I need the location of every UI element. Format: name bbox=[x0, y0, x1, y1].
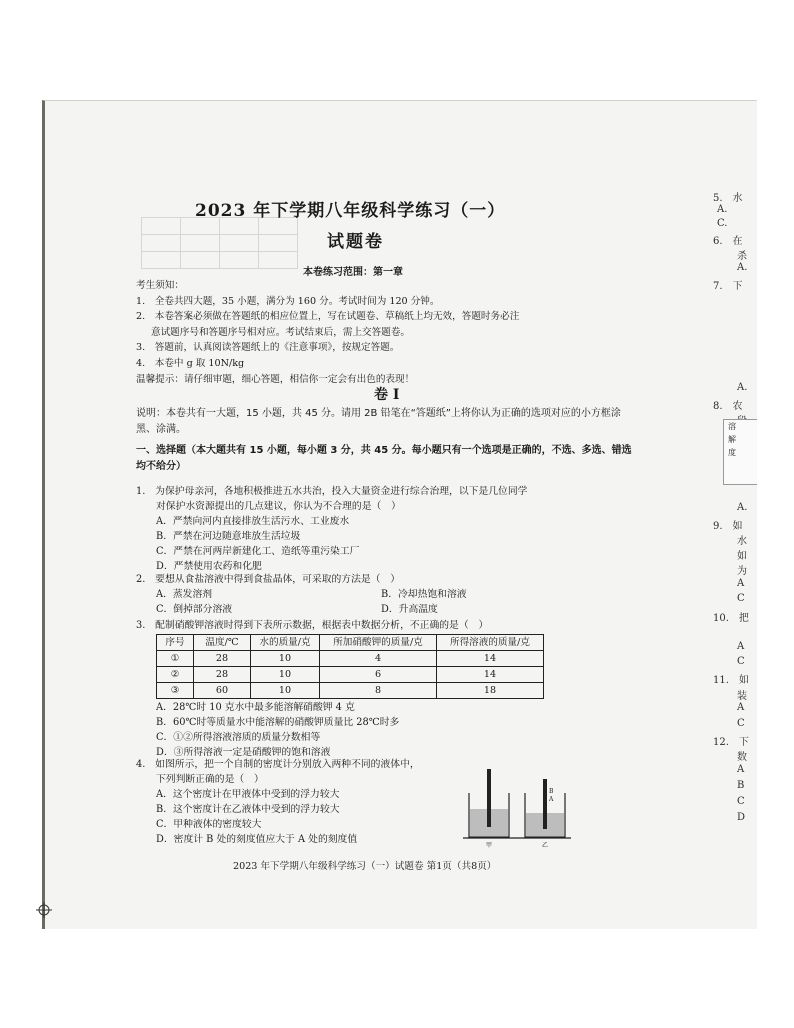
table-cell: 28 bbox=[194, 651, 251, 667]
question-1 bbox=[136, 484, 606, 574]
option-d: D．升高温度 bbox=[381, 604, 438, 615]
right-page-fragment: 7. 下 bbox=[713, 281, 743, 292]
right-page-fragment: 装 bbox=[737, 691, 747, 702]
option-d: D．③所得溶液一定是硝酸钾的饱和溶液 bbox=[156, 747, 331, 758]
option-a: A．严禁向河内直接排放生活污水、工业废水 bbox=[156, 516, 350, 527]
notice-item: 意试题序号和答题序号相对应。考试结束后，需上交答题卷。 bbox=[151, 326, 411, 338]
option-a: A．这个密度计在甲液体中受到的浮力较大 bbox=[156, 789, 340, 800]
table-cell: 6 bbox=[320, 667, 437, 683]
exam-scope: 本卷练习范围：第一章 bbox=[303, 267, 403, 278]
beaker-yi bbox=[525, 779, 565, 837]
volume-description: 说明：本卷共有一大题，15 小题，共 45 分。请用 2B 铅笔在“答题纸”上将你认为正确的选项对应的小方框涂黑、涂满。 bbox=[136, 408, 621, 435]
table-cell: 8 bbox=[320, 683, 437, 699]
option-c: C．严禁在河两岸新建化工、造纸等重污染工厂 bbox=[156, 546, 360, 557]
option-d: D．密度计 B 处的刻度值应大于 A 处的刻度值 bbox=[156, 834, 358, 845]
table-row bbox=[157, 667, 544, 683]
table-cell: ② bbox=[157, 667, 194, 683]
right-page-fragment: A. bbox=[717, 204, 728, 215]
right-page-fragment: 9. 如 bbox=[713, 521, 743, 532]
table-cell: ① bbox=[157, 651, 194, 667]
right-page-fragment: 6. 在 bbox=[713, 236, 743, 247]
option-c: C．①②所得溶液溶质的质量分数相等 bbox=[156, 732, 321, 743]
page-footer: 2023 年下学期八年级科学练习（一）试题卷 第1页（共8页） bbox=[233, 861, 497, 872]
label-yi: 乙 bbox=[541, 842, 549, 849]
graph-label: 度 bbox=[728, 448, 736, 457]
right-page-fragment: 为 bbox=[737, 566, 747, 577]
table-header: 所得溶液的质量/克 bbox=[437, 635, 544, 651]
right-page-fragment: A. bbox=[737, 262, 748, 273]
table-cell: 4 bbox=[320, 651, 437, 667]
right-page-fragment: D bbox=[737, 812, 746, 823]
exam-sheet bbox=[42, 100, 757, 929]
table-cell: 60 bbox=[194, 683, 251, 699]
right-page-fragment: C bbox=[737, 656, 745, 667]
volume-heading: 卷 Ⅰ bbox=[374, 387, 400, 403]
table-cell: 10 bbox=[251, 667, 320, 683]
right-page-fragment: 8. 农 bbox=[713, 401, 743, 412]
question-stem: 下列判断正确的是（ ） bbox=[156, 774, 264, 785]
table-row bbox=[157, 683, 544, 699]
question-2 bbox=[136, 572, 606, 617]
option-b: B．冷却热饱和溶液 bbox=[381, 589, 467, 600]
right-page-fragment: A bbox=[737, 702, 745, 713]
right-page-fragment: C bbox=[737, 796, 745, 807]
table-cell: 28 bbox=[194, 667, 251, 683]
option-a: A．28℃时 10 克水中最多能溶解硝酸钾 4 克 bbox=[156, 702, 355, 713]
data-table bbox=[156, 634, 544, 699]
notice-item: 1. 全卷共四大题，35 小题，满分为 160 分。考试时间为 120 分钟。 bbox=[136, 295, 440, 307]
right-page-fragment: A. bbox=[737, 382, 748, 393]
right-page-fragment: A bbox=[737, 641, 745, 652]
option-b: B．60℃时等质量水中能溶解的硝酸钾质量比 28℃时多 bbox=[156, 717, 400, 728]
notice-item: 3. 答题前，认真阅读答题纸上的《注意事项》，按规定答题。 bbox=[136, 342, 400, 354]
table-cell: 10 bbox=[251, 683, 320, 699]
option-d: D．严禁使用农药和化肥 bbox=[156, 561, 262, 572]
option-c: C．倒掉部分溶液 bbox=[156, 604, 233, 615]
question-stem: 2. 要想从食盐溶液中得到食盐晶体，可采取的方法是（ ） bbox=[136, 574, 401, 585]
graph-label: 解 bbox=[728, 435, 736, 444]
table-header: 水的质量/克 bbox=[251, 635, 320, 651]
right-page-fragment: 数 bbox=[737, 752, 747, 763]
label-b: B bbox=[549, 788, 554, 795]
bleed-through-table bbox=[141, 217, 298, 269]
table-header: 所加硝酸钾的质量/克 bbox=[320, 635, 437, 651]
question-stem: 1. 为保护母亲河，各地积极推进五水共治，投入大量资金进行综合治理，以下是几位同学 bbox=[136, 486, 528, 497]
table-cell: ③ bbox=[157, 683, 194, 699]
page-subtitle: 试题卷 bbox=[327, 232, 384, 252]
option-c: C．甲种液体的密度较大 bbox=[156, 819, 262, 830]
label-a: A bbox=[549, 796, 554, 803]
right-page-fragment: A bbox=[737, 578, 745, 589]
right-page-fragment: C bbox=[737, 718, 745, 729]
question-stem: 3. 配制硝酸钾溶液时得到下表所示数据，根据表中数据分析，不正确的是（ ） bbox=[136, 620, 489, 631]
notice-item: 2. 本卷答案必须做在答题纸的相应位置上，写在试题卷、草稿纸上均无效，答题时务必注 bbox=[136, 311, 520, 323]
question-3 bbox=[136, 618, 606, 760]
right-page-fragment: 12. 下 bbox=[713, 737, 749, 748]
right-page-fragment: B bbox=[737, 780, 745, 791]
table-cell: 18 bbox=[437, 683, 544, 699]
right-page-fragment: 10. 把 bbox=[713, 613, 749, 624]
label-jia: 甲 bbox=[485, 842, 493, 849]
candidate-notice bbox=[136, 278, 656, 387]
right-page-fragment: A. bbox=[737, 502, 748, 513]
notice-tip: 温馨提示：请仔细审题，细心答题，相信你一定会有出色的表现！ bbox=[136, 373, 415, 385]
right-page-fragment: 11. 如 bbox=[713, 675, 749, 686]
table-header: 温度/℃ bbox=[194, 635, 251, 651]
table-header: 序号 bbox=[157, 635, 194, 651]
section-heading: 一、选择题（本大题共有 15 小题，每小题 3 分，共 45 分。每小题只有一个选项是正确的，不选、多选、错选均不给分） bbox=[136, 445, 632, 472]
table-cell: 10 bbox=[251, 651, 320, 667]
table-row bbox=[157, 651, 544, 667]
table-cell: 14 bbox=[437, 651, 544, 667]
table-cell: 14 bbox=[437, 667, 544, 683]
beaker-jia bbox=[469, 769, 509, 837]
right-page-fragment: C. bbox=[717, 218, 728, 229]
right-page-fragment: C bbox=[737, 593, 745, 604]
right-page-fragment: 5. 水 bbox=[713, 193, 743, 204]
registration-mark-icon bbox=[36, 902, 52, 918]
page-title: 2023 年下学期八年级科学练习（一） bbox=[195, 201, 506, 221]
notice-item: 4. 本卷中 g 取 10N/kg bbox=[136, 357, 245, 369]
hydrometer-figure bbox=[463, 763, 573, 849]
right-page-fragment: 水 bbox=[737, 536, 747, 547]
option-b: B．严禁在河边随意堆放生活垃圾 bbox=[156, 531, 301, 542]
right-page-fragment: A bbox=[737, 764, 745, 775]
option-a: A．蒸发溶剂 bbox=[156, 589, 213, 600]
question-stem: 4. 如图所示，把一个自制的密度计分别放入两种不同的液体中， bbox=[136, 759, 420, 770]
option-b: B．这个密度计在乙液体中受到的浮力较大 bbox=[156, 804, 340, 815]
right-page-fragment: 杀 bbox=[737, 251, 747, 262]
right-page-fragment: 如 bbox=[737, 551, 747, 562]
solubility-graph-fragment bbox=[723, 419, 757, 485]
graph-label: 溶 bbox=[728, 422, 736, 431]
notice-heading: 考生须知： bbox=[136, 280, 184, 291]
question-stem: 对保护水资源提出的几点建议，你认为不合理的是（ ） bbox=[156, 501, 401, 512]
